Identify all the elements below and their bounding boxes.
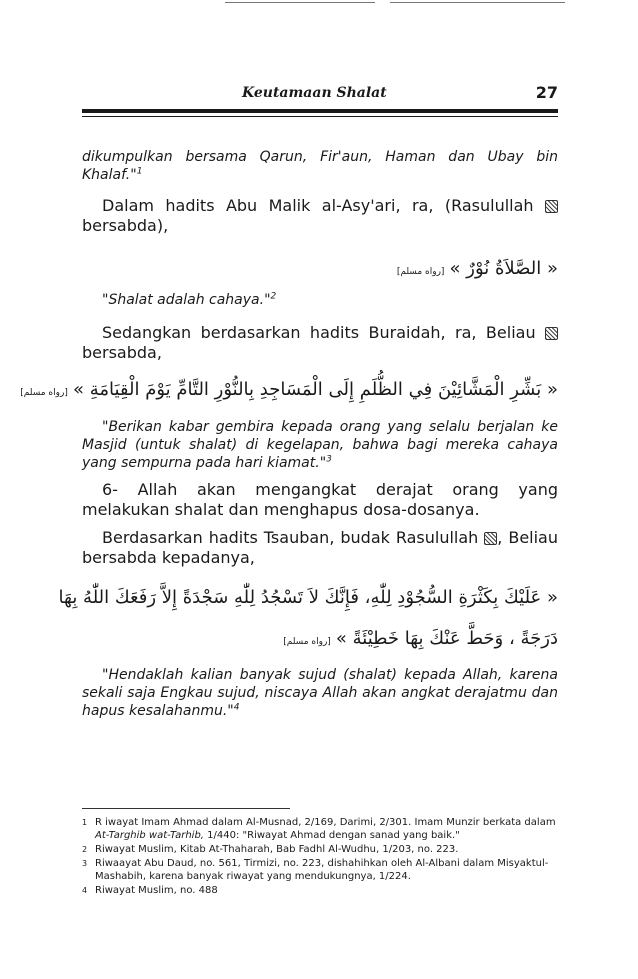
paragraph-buraidah: [82, 323, 558, 363]
footnote-text: Riwayat Muslim, no. 488: [95, 885, 218, 896]
salawat-icon: [484, 532, 497, 545]
paragraph-text: dikumpulkan bersama Qarun, Fir'aun, Haman dan Ubay bin Khalaf.": [82, 149, 558, 183]
footnote-number: 3: [82, 859, 88, 868]
footnotes: [82, 816, 558, 898]
quote-text: "Shalat adalah cahaya.": [102, 292, 271, 308]
footnote-book-title: At-Targhib wat-Tarhib,: [95, 830, 204, 841]
paragraph-text: Sedangkan berdasarkan hadits Buraidah, ra, Beliau: [102, 323, 536, 342]
arabic-text: « بَشِّرِ الْمَشَّائِيْنَ فِي الظُّلَمِ إِلَى الْمَسَاجِدِ بِالنُّوْرِ التَّامِّ يَوْمَ الْقِيَامَةِ »: [72, 379, 558, 400]
arabic-hadith: [20, 379, 558, 400]
paragraph-tsauban: [82, 528, 558, 568]
header-rule-thick: [82, 109, 558, 113]
paragraph-abu-malik: [82, 196, 558, 236]
page-header: [82, 80, 558, 106]
footnote-text: Riwaayat Abu Daud, no. 561, Tirmizi, no. 223, dishahihkan oleh Al-Albani dalam Misyaktul-Mashabih, karena banyak riwayat yang mendukungnya, 1/224.: [95, 858, 549, 882]
translation-quote: [82, 418, 558, 472]
arabic-hadith: [82, 258, 558, 279]
footnote-number: 2: [82, 845, 88, 854]
footnote: [82, 843, 558, 856]
translation-quote: [82, 666, 558, 720]
scan-edge-line: [225, 2, 375, 3]
footnote-separator: [82, 808, 290, 809]
footnote-ref: 4: [233, 702, 240, 713]
quote-text: "Hendaklah kalian banyak sujud (shalat) kepada Allah, karena sekali saja Engkau sujud, niscaya Allah akan angkat derajatmu dan hapus kesalahanmu.": [82, 667, 558, 719]
hadith-source: [رواه مسلم]: [20, 388, 68, 398]
paragraph-text: Berdasarkan hadits Tsauban, budak Rasulullah: [102, 528, 479, 547]
paragraph-text: Dalam hadits Abu Malik al-Asy'ari, ra, (Rasulullah: [102, 196, 534, 215]
footnote-number: 4: [82, 886, 88, 895]
arabic-text: دَرَجَةً ، وَحَطَّ عَنْكَ بِهَا خَطِيْئَةً »: [335, 628, 558, 649]
arabic-hadith: [58, 587, 558, 608]
paragraph-text: , Beliau bersabda kepadanya,: [82, 528, 559, 567]
quote-text: "Berikan kabar gembira kepada orang yang selalu berjalan ke Masjid (untuk shalat) di kegelapan, bahwa bagi mereka cahaya yang sempurna pada hari kiamat.": [82, 419, 558, 471]
hadith-source: [رواه مسلم]: [283, 637, 331, 647]
hadith-source: [رواه مسلم]: [396, 267, 445, 277]
footnote: [82, 884, 558, 897]
translation-quote: [82, 291, 558, 309]
arabic-text: « الصَّلاَةُ نُوْرٌ »: [449, 258, 558, 279]
footnote-ref: 2: [270, 291, 277, 302]
footnote-ref: 3: [326, 454, 332, 465]
paragraph-text: bersabda,: [82, 343, 162, 362]
arabic-hadith-continued: [82, 628, 558, 649]
paragraph-text: bersabda),: [82, 216, 169, 235]
footnote-text: Riwayat Muslim, Kitab At-Thaharah, Bab Fadhl Al-Wudhu, 1/203, no. 223.: [95, 844, 459, 855]
running-title: Keutamaan Shalat: [242, 85, 387, 101]
footnote: [82, 816, 558, 842]
paragraph-point-6: [82, 480, 558, 520]
footnote-ref: 1: [136, 166, 143, 177]
page-number: 27: [535, 83, 558, 102]
paragraph-continuation: [82, 148, 558, 184]
scan-edge-line: [390, 2, 565, 3]
footnote: [82, 857, 558, 883]
arabic-text: « عَلَيْكَ بِكَثْرَةِ السُّجُوْدِ لِلّٰهِ، فَإِنَّكَ لاَ تَسْجُدُ لِلّٰهِ سَجْدَةً إِلاَّ رَفَعَكَ اللّٰهُ بِهَا: [58, 587, 558, 608]
header-rule-thin: [82, 116, 558, 117]
footnote-text: 1/440: "Riwayat Ahmad dengan sanad yang baik.": [203, 830, 460, 841]
salawat-icon: [545, 327, 558, 340]
salawat-icon: [545, 200, 558, 213]
footnote-text: R iwayat Imam Ahmad dalam Al-Musnad, 2/169, Darimi, 2/301. Imam Munzir berkata dalam: [95, 817, 556, 828]
footnote-number: 1: [82, 818, 88, 827]
paragraph-text: 6- Allah akan mengangkat derajat orang yang melakukan shalat dan menghapus dosa-dosanya.: [82, 480, 558, 519]
